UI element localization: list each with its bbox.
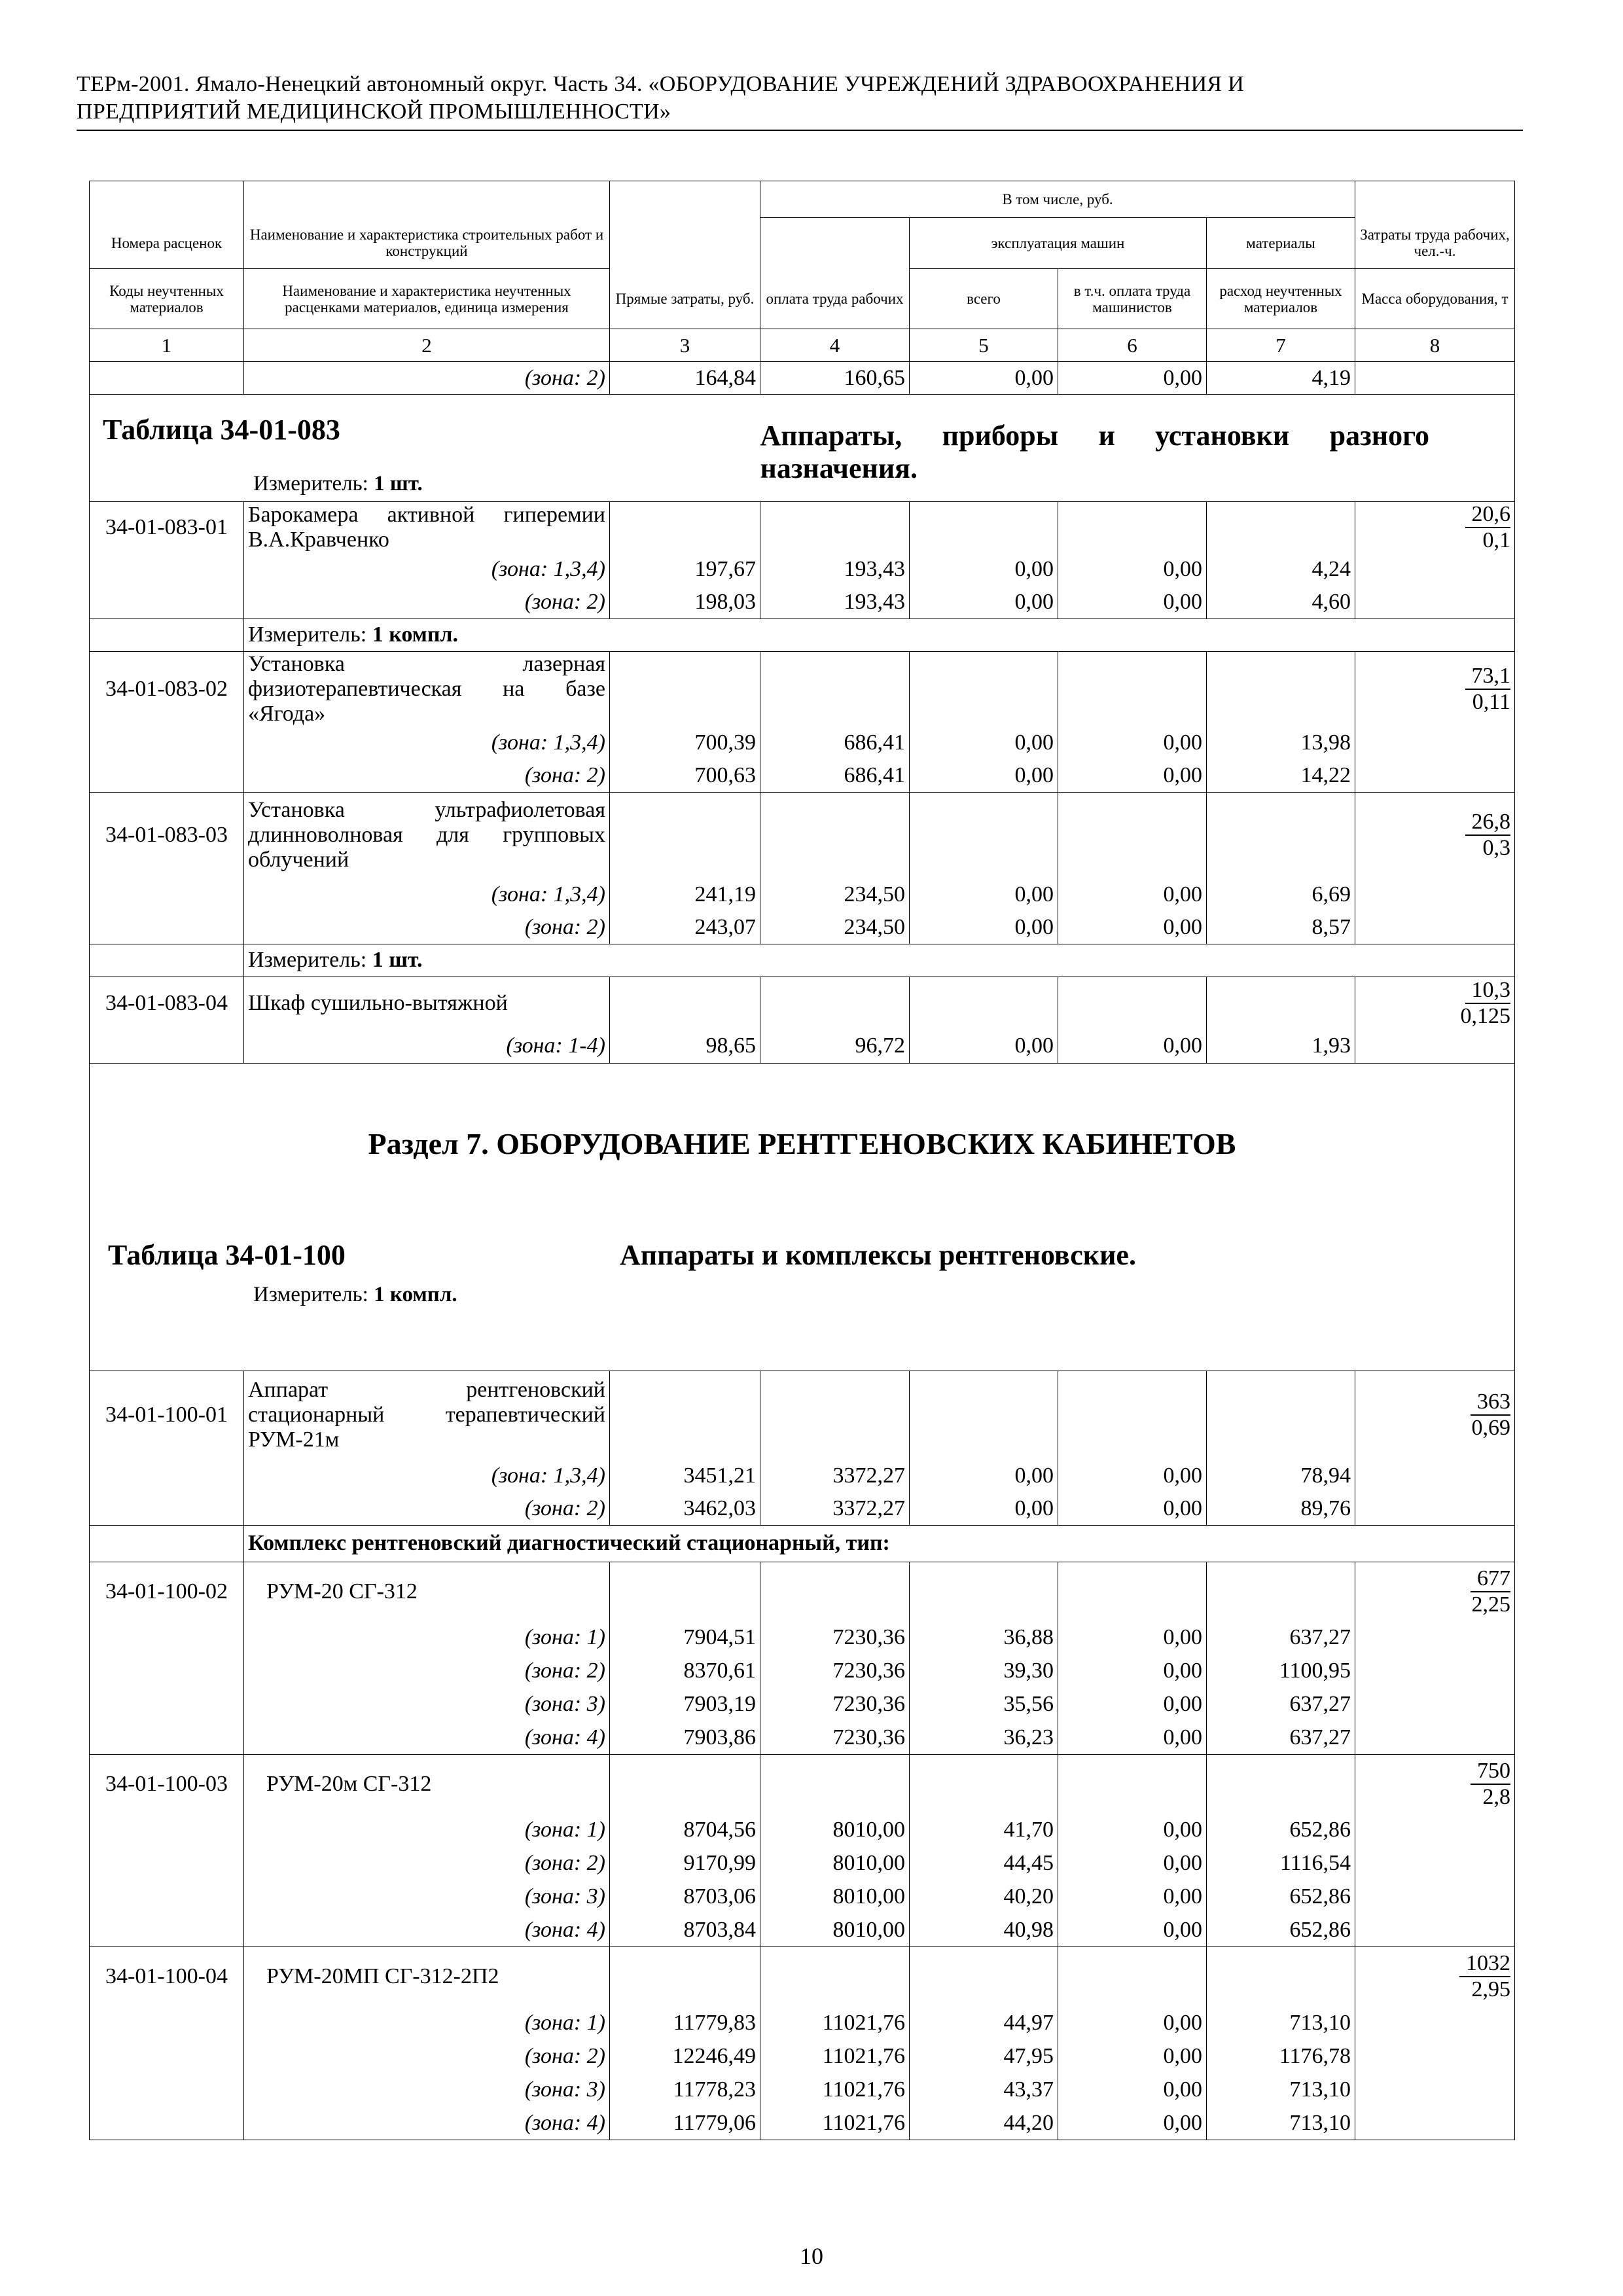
zone-row: (зона: 2) 198,03 193,43 0,00 0,00 4,60 bbox=[90, 586, 1515, 619]
zone-row: (зона: 1,3,4) 197,67 193,43 0,00 0,00 4,24 bbox=[90, 553, 1515, 586]
head-col3: Прямые затраты, руб. bbox=[610, 269, 760, 329]
zone-row: (зона: 3) 8703,06 8010,00 40,20 0,00 652,86 bbox=[90, 1880, 1515, 1914]
item-code: 34-01-083-01 bbox=[90, 502, 244, 554]
zone-row: (зона: 1,3,4) 3451,21 3372,27 0,00 0,00 78,94 bbox=[90, 1460, 1515, 1492]
zone-row: (зона: 2) 12246,49 11021,76 47,95 0,00 1176,78 bbox=[90, 2039, 1515, 2073]
labor-mass: 20,6 0,1 bbox=[1355, 502, 1515, 554]
group-row bbox=[90, 1525, 1515, 1562]
document-header bbox=[77, 71, 1523, 126]
header-line-1: ТЕРм-2001. Ямало-Ненецкий автономный округ. Часть 34. «ОБОРУДОВАНИЕ УЧРЕЖДЕНИЙ ЗДРАВООХРАНЕНИЯ И bbox=[77, 72, 1245, 96]
measure-label: Измеритель: 1 шт. bbox=[244, 944, 1515, 977]
item-code: 34-01-100-03 bbox=[90, 1755, 244, 1814]
zone-row: (зона: 2) 3462,03 3372,27 0,00 0,00 89,76 bbox=[90, 1492, 1515, 1525]
table-100-name: Аппараты и комплексы рентгеновские. bbox=[620, 1239, 1136, 1272]
item-name: Шкаф сушильно-вытяжной bbox=[244, 977, 610, 1029]
item-code: 34-01-100-04 bbox=[90, 1947, 244, 2006]
measure-label: Измеритель: 1 компл. bbox=[253, 1283, 457, 1307]
head-col1-top: Номера расценок bbox=[90, 218, 244, 269]
table-row bbox=[90, 1371, 1515, 1460]
labor-mass: 677 2,25 bbox=[1355, 1562, 1515, 1621]
head-col3-empty bbox=[610, 181, 760, 218]
labor-mass: 1032 2,95 bbox=[1355, 1947, 1515, 2006]
group-title: Комплекс рентгеновский диагностический стационарный, тип: bbox=[244, 1525, 1515, 1562]
col-number-5: 5 bbox=[910, 329, 1058, 362]
item-name: РУМ-20 СГ-312 bbox=[244, 1562, 610, 1621]
measure-label: Измеритель: 1 компл. bbox=[244, 619, 1515, 651]
item-name: Барокамера активной гиперемии В.А.Кравченко bbox=[244, 502, 610, 554]
col-number-8: 8 bbox=[1355, 329, 1515, 362]
zone-row: (зона: 3) 7903,19 7230,36 35,56 0,00 637,27 bbox=[90, 1688, 1515, 1721]
zone-row: (зона: 1,3,4) 241,19 234,50 0,00 0,00 6,69 bbox=[90, 878, 1515, 911]
item-name: Установка ультрафиолетовая длинноволновая для групповых облучений bbox=[244, 792, 610, 878]
measure-row bbox=[90, 944, 1515, 977]
zone-row: (зона: 1-4) 98,65 96,72 0,00 0,00 1,93 bbox=[90, 1030, 1515, 1064]
col-number-3: 3 bbox=[610, 329, 760, 362]
table-083-title: Таблица 34-01-083 bbox=[103, 414, 340, 446]
head-col7: расход неучтенных материалов bbox=[1207, 269, 1355, 329]
col-number-4: 4 bbox=[760, 329, 910, 362]
zone-row: (зона: 2) 243,07 234,50 0,00 0,00 8,57 bbox=[90, 911, 1515, 944]
table-083-name: Аппараты, приборы и установки разного назначения. bbox=[760, 420, 1430, 485]
table-row bbox=[90, 1562, 1515, 1621]
col-number-2: 2 bbox=[244, 329, 610, 362]
zone-label: (зона: 2) bbox=[244, 362, 610, 395]
item-name: РУМ-20м СГ-312 bbox=[244, 1755, 610, 1814]
item-code: 34-01-100-02 bbox=[90, 1562, 244, 1621]
head-machines: эксплуатация машин bbox=[910, 218, 1207, 269]
table-row bbox=[90, 792, 1515, 878]
item-code: 34-01-083-04 bbox=[90, 977, 244, 1029]
table-row bbox=[90, 977, 1515, 1029]
table-row bbox=[90, 651, 1515, 726]
item-code: 34-01-100-01 bbox=[90, 1371, 244, 1460]
labor-mass: 26,8 0,3 bbox=[1355, 792, 1515, 878]
item-code: 34-01-083-03 bbox=[90, 792, 244, 878]
zone-row: (зона: 1,3,4) 700,39 686,41 0,00 0,00 13,98 bbox=[90, 726, 1515, 759]
measure-label: Измеритель: 1 шт. bbox=[253, 472, 423, 496]
head-incl: В том числе, руб. bbox=[760, 181, 1355, 218]
zone-row: (зона: 1) 7904,51 7230,36 36,88 0,00 637,27 bbox=[90, 1621, 1515, 1654]
table-row bbox=[90, 1755, 1515, 1814]
zone-row: (зона: 4) 11779,06 11021,76 44,20 0,00 713,10 bbox=[90, 2106, 1515, 2140]
head-col8-top: Затраты труда рабочих, чел.-ч. bbox=[1355, 218, 1515, 269]
header-rule bbox=[77, 130, 1523, 131]
head-col1-bottom: Коды неучтенных материалов bbox=[90, 269, 244, 329]
head-col3-mid bbox=[610, 218, 760, 269]
labor-mass: 73,1 0,11 bbox=[1355, 651, 1515, 726]
table-row bbox=[90, 1947, 1515, 2006]
item-name: Установка лазерная физиотерапевтическая на базе «Ягода» bbox=[244, 651, 610, 726]
item-code: 34-01-083-02 bbox=[90, 651, 244, 726]
zone-row: (зона: 2) 700,63 686,41 0,00 0,00 14,22 bbox=[90, 759, 1515, 792]
page-number: 10 bbox=[800, 2243, 823, 2269]
table-row bbox=[90, 502, 1515, 554]
head-col4: оплата труда рабочих bbox=[760, 269, 910, 329]
item-name: РУМ-20МП СГ-312-2П2 bbox=[244, 1947, 610, 2006]
col-number-1: 1 bbox=[90, 329, 244, 362]
head-materials: материалы bbox=[1207, 218, 1355, 269]
zone-row: (зона: 4) 7903,86 7230,36 36,23 0,00 637,27 bbox=[90, 1721, 1515, 1755]
zone-row: (зона: 1) 8704,56 8010,00 41,70 0,00 652,86 bbox=[90, 1814, 1515, 1847]
table-083-title-row bbox=[90, 395, 1515, 502]
item-name: Аппарат рентгеновский стационарный терапевтический РУМ-21м bbox=[244, 1371, 610, 1460]
head-col2-top: Наименование и характеристика строительных работ и конструкций bbox=[244, 218, 610, 269]
col-number-6: 6 bbox=[1058, 329, 1207, 362]
section-title: Раздел 7. ОБОРУДОВАНИЕ РЕНТГЕНОВСКИХ КАБИНЕТОВ bbox=[368, 1127, 1236, 1161]
head-col5: всего bbox=[910, 269, 1058, 329]
head-col8-bottom: Масса оборудования, т bbox=[1355, 269, 1515, 329]
section-7-row bbox=[90, 1064, 1515, 1371]
norms-table bbox=[89, 181, 1515, 2140]
head-col8-empty bbox=[1355, 181, 1515, 218]
zone-row: (зона: 3) 11778,23 11021,76 43,37 0,00 713,10 bbox=[90, 2073, 1515, 2106]
col-number-7: 7 bbox=[1207, 329, 1355, 362]
head-col2-bottom: Наименование и характеристика неучтенных расценками материалов, единица измерения bbox=[244, 269, 610, 329]
header-line-2: ПРЕДПРИЯТИЙ МЕДИЦИНСКОЙ ПРОМЫШЛЕННОСТИ» bbox=[77, 99, 671, 124]
labor-mass: 750 2,8 bbox=[1355, 1755, 1515, 1814]
measure-row bbox=[90, 619, 1515, 651]
labor-mass: 363 0,69 bbox=[1355, 1371, 1515, 1460]
head-col6: в т.ч. оплата труда машинистов bbox=[1058, 269, 1207, 329]
head-col2-empty bbox=[244, 181, 610, 218]
carry-row: (зона: 2) 164,84 160,65 0,00 0,00 4,19 bbox=[90, 362, 1515, 395]
zone-row: (зона: 4) 8703,84 8010,00 40,98 0,00 652,86 bbox=[90, 1914, 1515, 1947]
zone-row: (зона: 2) 9170,99 8010,00 44,45 0,00 1116,54 bbox=[90, 1847, 1515, 1880]
head-col4-mid bbox=[760, 218, 910, 269]
head-col1-empty bbox=[90, 181, 244, 218]
labor-mass: 10,3 0,125 bbox=[1355, 977, 1515, 1029]
table-100-title: Таблица 34-01-100 bbox=[108, 1239, 346, 1272]
zone-row: (зона: 1) 11779,83 11021,76 44,97 0,00 713,10 bbox=[90, 2006, 1515, 2039]
zone-row: (зона: 2) 8370,61 7230,36 39,30 0,00 1100,95 bbox=[90, 1655, 1515, 1688]
